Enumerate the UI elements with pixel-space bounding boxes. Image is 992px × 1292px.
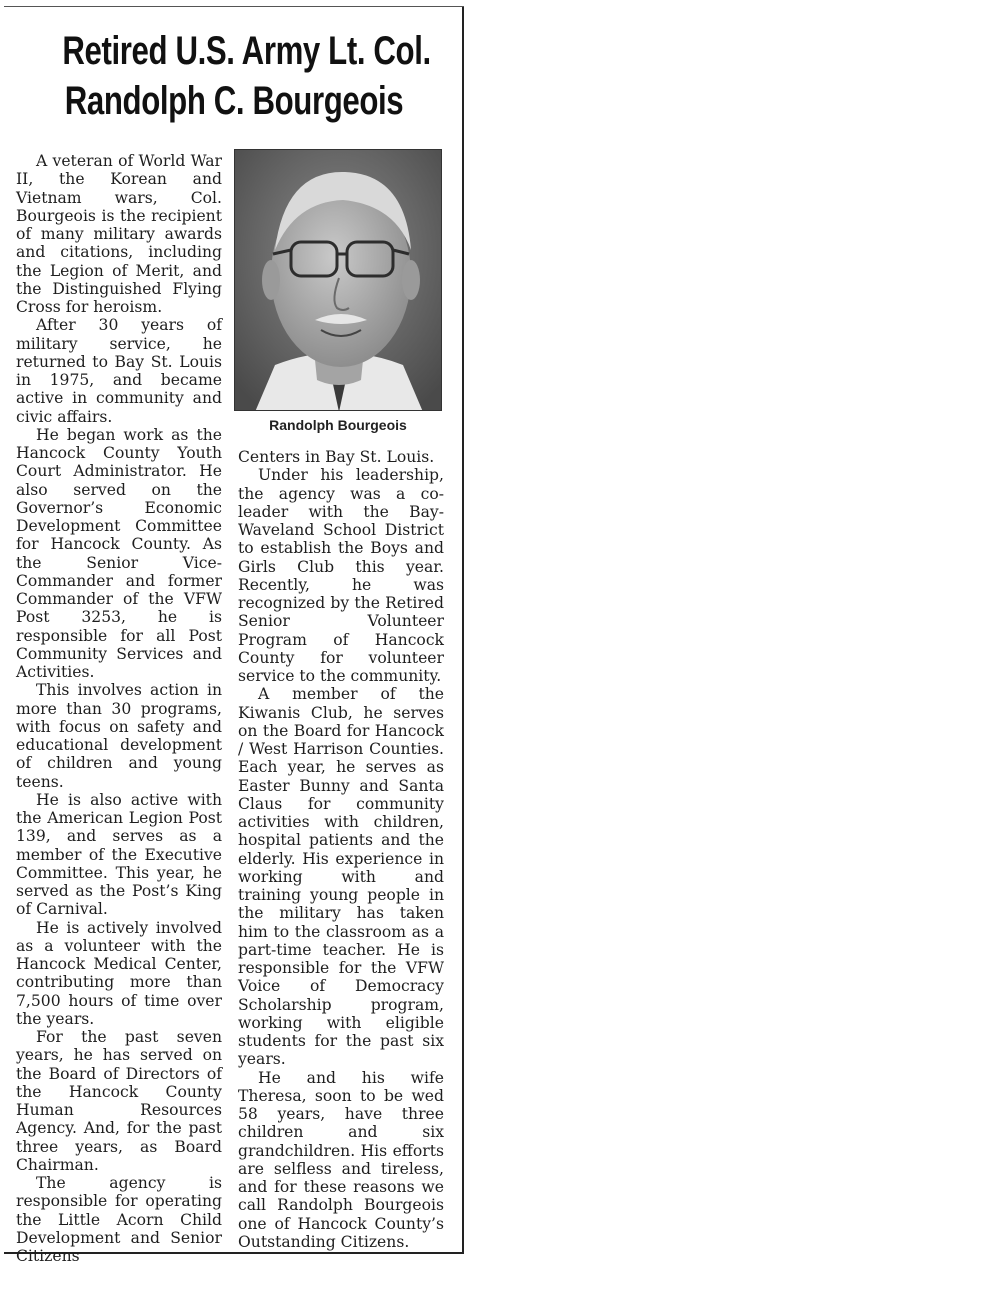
paragraph: Under his leadership, the agency was a co-leader with the Bay-Waveland School District to establish the Boys and Girls Club this year. Recently, he was recognized by the Retired Senior Volunteer Program of Hancock County for volunteer service to the community. (238, 466, 444, 685)
paragraph: He began work as the Hancock County Youth Court Administrator. He also served on the Governor’s Economic Development Committee for Hancock County. As the Senior Vice-Commander and former Commander of the VFW Post 3253, he is responsible for all Post Community Services and Activities. (16, 425, 222, 681)
paragraph: The agency is responsible for operating the Little Acorn Child Development and Senior Citizens (16, 1174, 222, 1265)
paragraph: A member of the Kiwanis Club, he serves on the Board for Hancock / West Harrison Counties. Each year, he serves as Easter Bunny and Santa Claus for community activities with children, hospital patients and the elderly. His experience in working with and training young people in the military has taken him to the classroom as a part-time teacher. He is responsible for the VFW Voice of Democracy Scholarship program, working with eligible students for the past six years. (238, 685, 444, 1069)
paragraph: After 30 years of military service, he returned to Bay St. Louis in 1975, and became active in community and civic affairs. (16, 316, 222, 426)
paragraph: A veteran of World War II, the Korean and Vietnam wars, Col. Bourgeois is the recipient of many military awards and citations, including the Legion of Merit, and the Distinguished Flying Cross for heroism. (16, 152, 222, 316)
newspaper-clipping (4, 6, 464, 1265)
paragraph: For the past seven years, he has served on the Board of Directors of the Hancock County Human Resources Agency. And, for the past three years, as Board Chairman. (16, 1028, 222, 1174)
portrait-photo (234, 149, 442, 411)
paragraph: This involves action in more than 30 programs, with focus on safety and educational development of children and young teens. (16, 681, 222, 791)
continuation-line: Centers in Bay St. Louis. (238, 448, 435, 466)
portrait-image (235, 150, 442, 411)
left-column (16, 152, 222, 1265)
photo-caption: Randolph Bourgeois (269, 417, 407, 433)
headline (62, 26, 431, 126)
headline-line-1: Retired U.S. Army Lt. Col. (62, 29, 431, 73)
paragraph: He and his wife Theresa, soon to be wed 58 years, have three children and six grandchildren. His efforts are selfless and tireless, and for these reasons we call Randolph Bourgeois one of Hancock County’s Outstanding Citizens. (238, 1068, 444, 1251)
paragraph: He is actively involved as a volunteer with the Hancock Medical Center, contributing more than 7,500 hours of time over the years. (16, 918, 222, 1028)
paragraph: He is also active with the American Legion Post 139, and serves as a member of the Executive Committee. This year, he served as the Post’s King of Carnival. (16, 790, 222, 919)
top-rule (4, 6, 464, 7)
headline-line-2: Randolph C. Bourgeois (64, 79, 404, 123)
right-column (238, 448, 444, 1251)
